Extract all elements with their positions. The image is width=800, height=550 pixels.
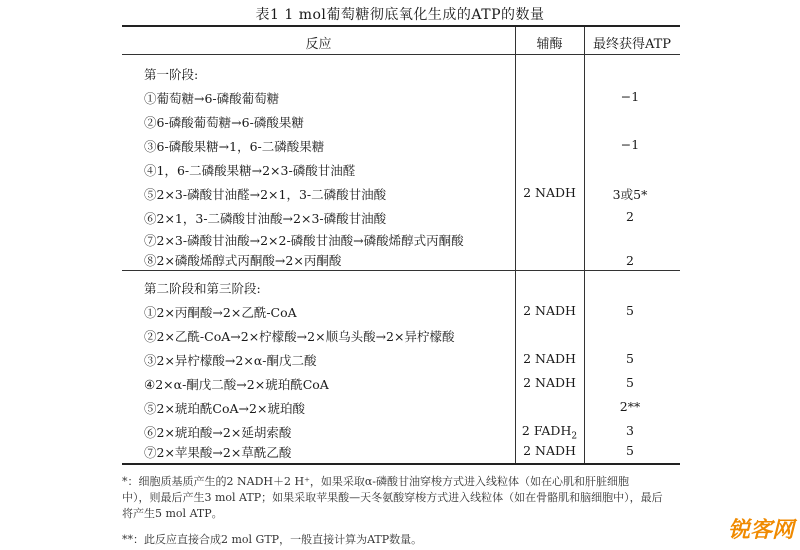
table-row-reaction: ⑤2×琥珀酰CoA→2×琥珀酸 bbox=[144, 401, 305, 416]
table-row-reaction: ③6-磷酸果糖→1，6-二磷酸果糖 bbox=[144, 139, 325, 154]
footnote-double-star: **：此反应直接合成2 mol GTP，一般直接计算为ATP数量。 bbox=[122, 533, 423, 546]
table-title: 表1 1 mol葡萄糖彻底氧化生成的ATP的数量 bbox=[255, 7, 545, 23]
table-row-atp: −1 bbox=[620, 137, 640, 152]
coenzyme-subscript: 2 bbox=[571, 431, 578, 442]
table-row-coenzyme: 2 NADH bbox=[523, 185, 576, 200]
table-row-coenzyme bbox=[515, 423, 584, 442]
table-row-reaction: ⑥2×琥珀酸→2×延胡索酸 bbox=[144, 425, 292, 440]
table-row-atp: 5 bbox=[626, 303, 634, 318]
table-row-atp: −1 bbox=[620, 89, 640, 104]
table-row-atp: 2** bbox=[619, 399, 641, 414]
table-row-reaction: ③2×异柠檬酸→2×α-酮戊二酸 bbox=[144, 353, 317, 368]
table-row-reaction: ①2×丙酮酸→2×乙酰-CoA bbox=[144, 305, 297, 320]
stage1-label: 第一阶段: bbox=[144, 67, 199, 82]
table-row-atp: 5 bbox=[626, 351, 634, 366]
table-row-reaction: ⑧2×磷酸烯醇式丙酮酸→2×丙酮酸 bbox=[144, 253, 342, 268]
table-row-reaction: ⑥2×1，3-二磷酸甘油酸→2×3-磷酸甘油酸 bbox=[144, 211, 387, 226]
table-row-reaction: ②6-磷酸葡萄糖→6-磷酸果糖 bbox=[144, 115, 304, 130]
table-row-reaction: ④2×α-酮戊二酸→2×琥珀酰CoA bbox=[144, 377, 329, 392]
table-row-reaction: ⑤2×3-磷酸甘油醛→2×1，3-二磷酸甘油酸 bbox=[144, 187, 387, 202]
table-row-coenzyme: 2 NADH bbox=[523, 443, 576, 458]
coenzyme-text: 2 FADH bbox=[521, 423, 572, 438]
table-row-reaction: ④1，6-二磷酸果糖→2×3-磷酸甘油醛 bbox=[144, 163, 356, 178]
header-coenzyme: 辅酶 bbox=[536, 37, 563, 52]
table-row-atp: 2 bbox=[626, 253, 634, 268]
table-row-coenzyme: 2 NADH bbox=[523, 351, 576, 366]
footnote-line: *：细胞质基质产生的2 NADH＋2 H⁺，如果采取α-磷酸甘油穿梭方式进入线粒体（如在心肌和肝脏细胞 bbox=[122, 475, 630, 488]
atp-table bbox=[122, 25, 680, 465]
table-row-coenzyme: 2 NADH bbox=[523, 303, 576, 318]
table-row-reaction: ①葡萄糖→6-磷酸葡萄糖 bbox=[144, 91, 280, 106]
table-row-atp: 3或5* bbox=[612, 187, 648, 202]
table-row-reaction: ⑦2×3-磷酸甘油酸→2×2-磷酸甘油酸→磷酸烯醇式丙酮酸 bbox=[144, 233, 464, 248]
column-divider bbox=[515, 27, 516, 463]
header-divider bbox=[122, 54, 680, 55]
table-row-atp: 3 bbox=[626, 423, 634, 438]
footnote-line: 中），则最后产生3 mol ATP；如果采取苹果酸—天冬氨酸穿梭方式进入线粒体（如在骨骼肌和脑细胞中），最后 bbox=[122, 491, 663, 504]
footnote-star bbox=[122, 474, 682, 522]
stage2-label: 第二阶段和第三阶段: bbox=[144, 281, 261, 296]
table-row-coenzyme: 2 NADH bbox=[523, 375, 576, 390]
table-row-reaction: ②2×乙酰-CoA→2×柠檬酸→2×顺乌头酸→2×异柠檬酸 bbox=[144, 329, 455, 344]
table-row-atp: 2 bbox=[626, 209, 634, 224]
table-row-atp: 5 bbox=[626, 375, 634, 390]
watermark-logo: 锐客网 bbox=[727, 518, 794, 543]
header-atp: 最终获得ATP bbox=[592, 37, 672, 52]
table-row-atp: 5 bbox=[626, 443, 634, 458]
table-row-reaction: ⑦2×苹果酸→2×草酰乙酸 bbox=[144, 445, 292, 460]
header-reaction: 反应 bbox=[305, 37, 332, 52]
footnote-line: 将产生5 mol ATP。 bbox=[122, 507, 223, 520]
stage-divider bbox=[122, 270, 680, 271]
